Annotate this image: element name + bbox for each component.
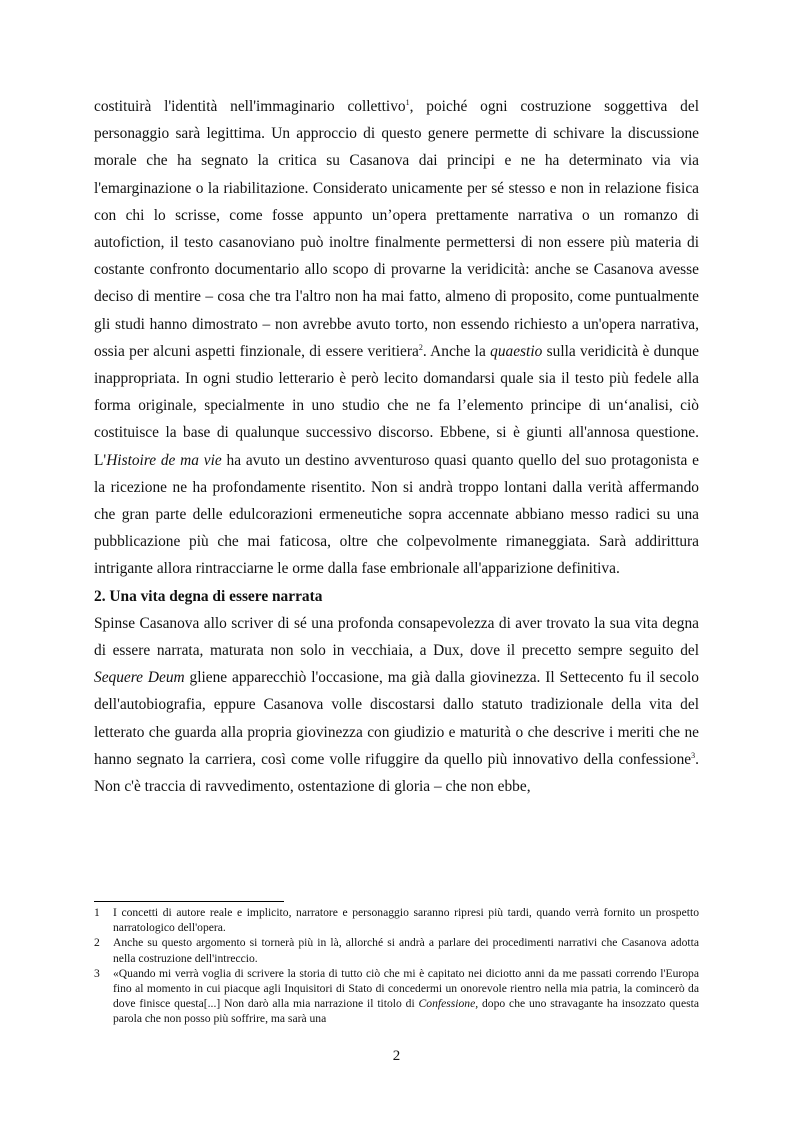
footnote-number: 2 — [94, 936, 100, 950]
main-text — [94, 93, 699, 800]
footnote-text: Anche su questo argomento si tornerà più in là, allorché si andrà a parlare dei procedimenti narrativi che Casanova adotta nella costruzione dell'intreccio. — [113, 936, 699, 965]
paragraph-2: Spinse Casanova allo scriver di sé una profonda consapevolezza di aver trovato la sua vita degna di essere narrata, maturata non solo in vecchiaia, a Dux, dove il precetto sempre seguito del Sequere Deum gliene apparecchiò l'occasione, ma già dalla giovinezza. Il Settecento fu il secolo dell'autobiografia, eppure Casanova volle discostarsi dallo statuto tradizionale della vita del letterato che guarda alla propria giovinezza con giudizio e maturità o che descrive i meriti che ne hanno segnato la carriera, così come volle rifuggire da quello più innovativo della confessione$^3$. Non c'è traccia di ravvedimento, ostentazione di gloria – che non ebbe, — [94, 614, 699, 796]
footnote-separator — [94, 901, 284, 902]
footnote-number: 1 — [94, 906, 100, 919]
section-heading: 2. Una vita degna di essere narrata — [94, 587, 323, 605]
footnote-number: 3 — [94, 966, 100, 980]
footnote-text: I concetti di autore reale e implicito, narratore e personaggio saranno ripresi più tardi, quando verrà fornito un prospetto narratologico dell'opera. — [113, 906, 699, 935]
italic-histoire-title: Histoire de ma vie — [106, 451, 222, 469]
footnote-1 — [94, 905, 699, 935]
footnotes — [94, 905, 699, 1027]
page-number: 2 — [392, 1048, 401, 1064]
italic-quaestio: quaestio — [490, 342, 543, 360]
footnote-2 — [94, 935, 699, 965]
footnote-ref-1[interactable]: 1 — [405, 97, 410, 107]
footnote-text: «Quando mi verrà voglia di scrivere la storia di tutto ciò che mi è capitato nei diciotto anni da me passati correndo l'Europa fino al momento in cui piacque agli Inquisitori di Stato di concedermi un onorevole rientro nella mia patria, la comincerò da dove finisce questa[...] Non darò alla mia narrazione il titolo di Confessione, dopo che uno stravagante ha insozzato questa parola che non posso più soffrire, ma sarà una — [113, 966, 699, 1026]
footnote-ref-3[interactable]: 3 — [691, 750, 696, 760]
paragraph-1: costituirà l'identità nell'immaginario collettivo$^1$, poiché ogni costruzione soggettiva del personaggio sarà legittima. Un approccio di questo genere permette di schivare la discussione morale che ha segnato la critica su Casanova dai principi e ne ha determinato via via l'emarginazione o la riabilitazione. Considerato unicamente per sé stesso e non in relazione fisica con chi lo scrisse, come fosse appunto un’opera prettamente narrativa o un romanzo di autofiction, il testo casanoviano può inoltre finalmente permettersi di non essere più materia di costante confronto documentario allo scopo di provarne la veridicità: anche se Casanova avesse deciso di mentire – cosa che tra l'altro non ha mai fatto, almeno di proposito, come puntualmente gli studi hanno dimostrato – non avrebbe avuto torto, non essendo richiesto a un'opera narrativa, ossia per alcuni aspetti finzionale, di essere veritiera$^2$. Anche la quaestio sulla veridicità è dunque inappropriata. In ogni studio letterario è però lecito domandarsi quale sia il testo più fedele alla forma originale, specialmente in uno studio che ne fa l’elemento principe di un‘analisi, ciò costituisce la base di qualunque successivo discorso. Ebbene, si è giunti all'annosa questione. L'Histoire de ma vie ha avuto un destino avventuroso quasi quanto quello del suo protagonista e la ricezione ne ha profondamente risentito. Non si andrà troppo lontani dalla verità affermando che gran parte delle edulcorazioni ermeneutiche sopra accennate abbiano messo radici su una pubblicazione più che mai faticosa, oltre che colpevolmente rimaneggiata. Sarà addirittura intrigante allora rintracciarne le orme dalla fase embrionale all'apparizione definitiva. — [94, 97, 700, 578]
footnote-3 — [94, 966, 699, 1027]
italic-sequere-deum: Sequere Deum — [94, 669, 185, 687]
footnote-ref-2[interactable]: 2 — [418, 342, 423, 352]
italic-confessione: Confessione, — [418, 997, 479, 1011]
